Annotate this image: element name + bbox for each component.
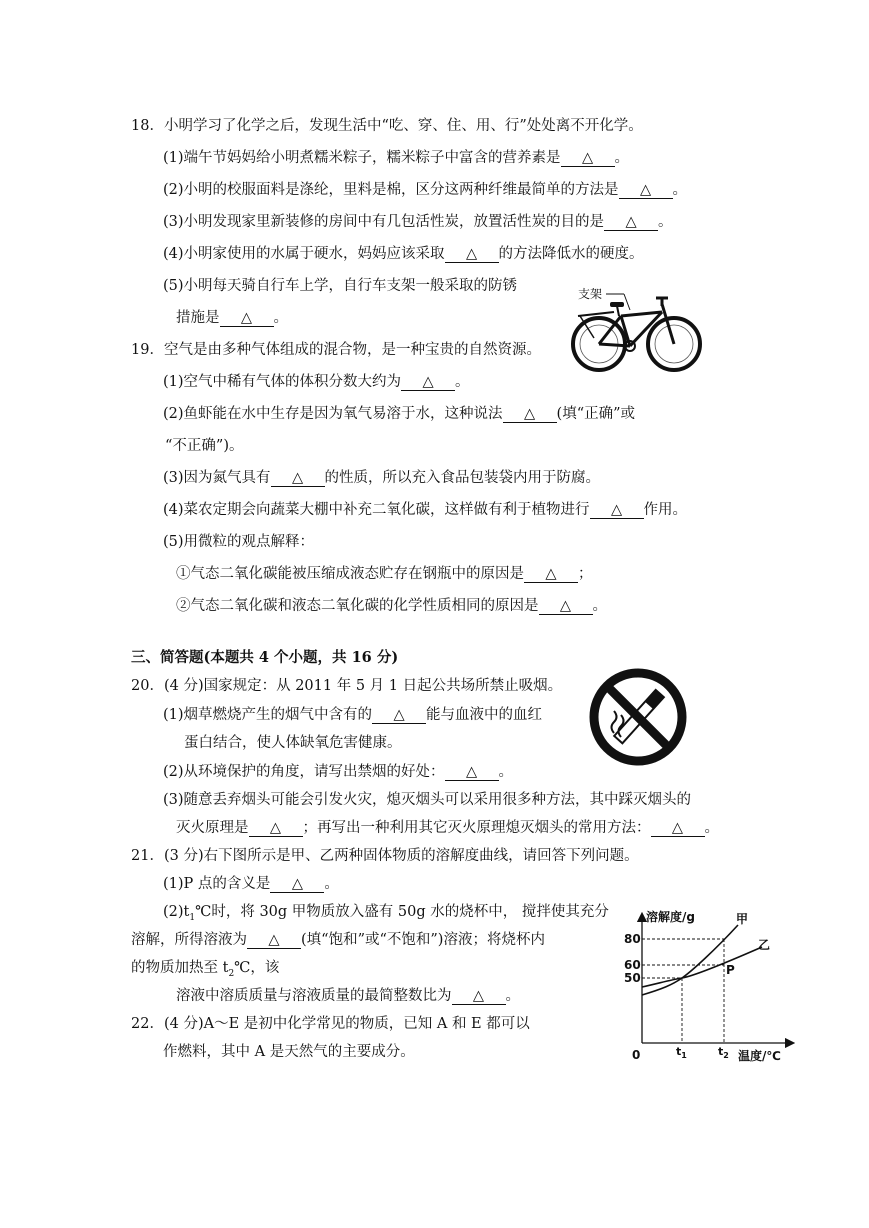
q19-part2: [163, 405, 635, 423]
q18-part3-end: 。: [658, 214, 673, 230]
q21-text: ℃，该: [234, 960, 280, 976]
q20-part2-end: 。: [498, 764, 514, 780]
q19-part1-text: (1)空气中稀有气体的体积分数大约为: [163, 374, 402, 390]
q19-part2-line2: “不正确”)。: [165, 438, 244, 454]
q21-part1: [163, 875, 339, 893]
q19-part2-end: (填“正确”或: [556, 406, 636, 422]
q20-part1-line2: 蛋白结合，使人体缺氧危害健康。: [184, 735, 402, 751]
q19-part3-text: (3)因为氮气具有: [163, 470, 271, 486]
answer-blank[interactable]: △: [445, 247, 499, 263]
chart-xlabel: 温度/℃: [738, 1049, 781, 1063]
q19-part1-end: 。: [455, 374, 470, 390]
q20-part2: [163, 763, 513, 781]
answer-blank[interactable]: △: [503, 407, 557, 423]
q21-part2-line3: [131, 959, 279, 983]
q18-part1: [163, 149, 629, 167]
q19-part1: [163, 373, 470, 391]
q21-text: 。: [505, 988, 520, 1004]
answer-blank[interactable]: △: [452, 989, 506, 1005]
q21-part2-line1: [163, 903, 609, 927]
q19-part2-text: (2)鱼虾能在水中生存是因为氧气易溶于水，这种说法: [163, 406, 503, 422]
bicycle-illustration: [566, 282, 704, 374]
q18-part3-text: (3)小明发现家里新装修的房间中有几包活性炭，放置活性炭的目的是: [163, 214, 605, 230]
q19-part3-end: 的性质，所以充入食品包装袋内用于防腐。: [324, 470, 601, 486]
answer-blank[interactable]: △: [619, 183, 673, 199]
q21-text: (填“饱和”或“不饱和”)溶液；将烧杯内: [301, 932, 545, 948]
q21-text: (2)t: [163, 904, 190, 920]
q20-part3-line1: (3)随意丢弃烟头可能会引发火灾，熄灭烟头可以采用很多种方法，其中踩灭烟头的: [163, 792, 692, 808]
q19-part5a-end: ；: [578, 566, 593, 582]
series-line-yi: [642, 947, 762, 987]
bike-bracket-label: 支架: [578, 287, 603, 301]
answer-blank[interactable]: △: [249, 821, 303, 837]
answer-blank[interactable]: △: [401, 375, 455, 391]
q21-part1-text: (1)P 点的含义是: [163, 876, 271, 892]
y-tick-label: 80: [624, 932, 641, 946]
q18-part3: [163, 213, 673, 231]
y-tick-label: 60: [624, 958, 641, 972]
q20-part1-end: 能与血液中的血红: [426, 707, 543, 723]
q20-part1-text: (1)烟草燃烧产生的烟气中含有的: [163, 707, 373, 723]
q19-part5a: [176, 565, 593, 583]
no-smoking-icon: [588, 667, 688, 767]
q18-part2-end: 。: [672, 182, 688, 198]
q22-stem: 22．(4 分)A～E 是初中化学常见的物质，已知 A 和 E 都可以: [131, 1016, 530, 1032]
q18-part1-end: 。: [614, 150, 630, 166]
q19-part5b-text: ②气态二氧化碳和液态二氧化碳的化学性质相同的原因是: [176, 598, 539, 614]
q18-part5-end: 。: [273, 310, 288, 326]
q20-part3-line2: [176, 819, 719, 837]
q20-part3-end: 。: [704, 820, 719, 836]
q19-part3: [163, 469, 600, 487]
q18-part4-end: 的方法降低水的硬度。: [498, 246, 644, 262]
q19-part5b-end: 。: [592, 598, 607, 614]
q22-line2: 作燃料，其中 A 是天然气的主要成分。: [163, 1044, 415, 1060]
q18-part2-text: (2)小明的校服面料是涤纶，里料是棉，区分这两种纤维最简单的方法是: [163, 182, 619, 198]
answer-blank[interactable]: △: [590, 503, 644, 519]
q19-part4-text: (4)菜农定期会向蔬菜大棚中补充二氧化碳，这样做有利于植物进行: [163, 502, 590, 518]
point-p-label: P: [726, 963, 735, 977]
q21-part1-end: 。: [324, 876, 339, 892]
q18-part5-line1: (5)小明每天骑自行车上学，自行车支架一般采取的防锈: [163, 278, 518, 294]
answer-blank[interactable]: △: [372, 708, 426, 724]
q18-stem: 18．小明学习了化学之后，发现生活中“吃、穿、住、用、行”处处离不开化学。: [131, 118, 643, 134]
q21-part2-line4: [176, 987, 520, 1005]
q19-stem: 19．空气是由多种气体组成的混合物，是一种宝贵的自然资源。: [131, 342, 541, 358]
subscript: 1: [189, 912, 196, 923]
chart-origin: 0: [632, 1048, 641, 1062]
x-tick-label: $t_1$: [676, 1045, 687, 1060]
answer-blank[interactable]: △: [220, 311, 274, 327]
section-heading: 三、简答题(本题共 4 个小题，共 16 分): [131, 649, 399, 666]
solubility-chart: [620, 905, 800, 1067]
subscript: 2: [228, 968, 235, 979]
answer-blank[interactable]: △: [561, 151, 615, 167]
series-label-yi: 乙: [758, 938, 771, 952]
q21-text: 的物质加热至 t: [131, 960, 229, 976]
answer-blank[interactable]: △: [247, 933, 301, 949]
q18-part2: [163, 181, 687, 199]
q18-part4-text: (4)小明家使用的水属于硬水，妈妈应该采取: [163, 246, 445, 262]
q18-part5-line2: [176, 309, 288, 327]
q20-part3-text: 灭火原理是: [176, 820, 249, 836]
answer-blank[interactable]: △: [604, 215, 658, 231]
answer-blank[interactable]: △: [539, 599, 593, 615]
q21-text: 溶液中溶质质量与溶液质量的最简整数比为: [176, 988, 452, 1004]
q20-stem: 20．(4 分)国家规定：从 2011 年 5 月 1 日起公共场所禁止吸烟。: [131, 678, 563, 694]
q18-part5-text: 措施是: [176, 310, 220, 326]
answer-blank[interactable]: △: [271, 471, 325, 487]
q21-stem: 21．(3 分)右下图所示是甲、乙两种固体物质的溶解度曲线，请回答下列问题。: [131, 848, 639, 864]
q20-part1: [163, 706, 542, 724]
answer-blank[interactable]: △: [270, 877, 324, 893]
q19-part4: [163, 501, 687, 519]
q21-part2-line2: [131, 931, 545, 949]
answer-blank[interactable]: △: [524, 567, 578, 583]
q21-text: ℃时，将 30g 甲物质放入盛有 50g 水的烧杯中， 搅拌使其充分: [195, 904, 609, 920]
series-label-jia: 甲: [736, 912, 749, 926]
q18-part1-text: (1)端午节妈妈给小明煮糯米粽子，糯米粽子中富含的营养素是: [163, 150, 561, 166]
q19-part5a-text: ①气态二氧化碳能被压缩成液态贮存在钢瓶中的原因是: [176, 566, 524, 582]
q19-part4-end: 作用。: [643, 502, 688, 518]
q21-text: 溶解，所得溶液为: [131, 932, 247, 948]
q19-part5: (5)用微粒的观点解释：: [163, 534, 315, 550]
q20-part2-text: (2)从环境保护的角度，请写出禁烟的好处：: [163, 764, 445, 780]
q18-part4: [163, 245, 644, 263]
answer-blank[interactable]: △: [651, 821, 705, 837]
q19-part5b: [176, 597, 607, 615]
y-tick-label: 50: [624, 971, 641, 985]
q20-part3-mid: ；再写出一种利用其它灭火原理熄灭烟头的常用方法：: [302, 820, 651, 836]
x-tick-label: $t_2$: [718, 1045, 729, 1060]
answer-blank[interactable]: △: [445, 765, 499, 781]
chart-ylabel: 溶解度/g: [646, 910, 695, 924]
